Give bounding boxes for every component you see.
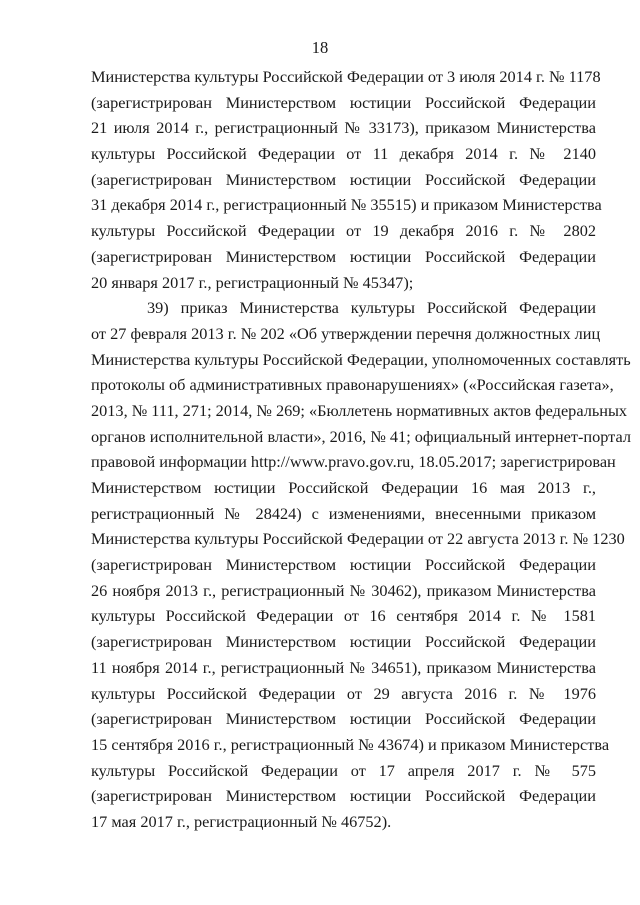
text-line: культуры Российской Федерации от 11 декабря 2014 г. № 2140 xyxy=(91,144,596,164)
paragraph-continuation xyxy=(91,64,602,295)
text-line: 39) приказ Министерства культуры Российской Федерации xyxy=(147,298,596,318)
text-line: 26 ноября 2013 г., регистрационный № 30462), приказом Министерства xyxy=(91,580,596,600)
text-line: (зарегистрирован Министерством юстиции Российской Федерации xyxy=(91,169,596,189)
text-line: Министерства культуры Российской Федерации от 3 июля 2014 г. № 1178 xyxy=(91,67,601,86)
text-line: (зарегистрирован Министерством юстиции Российской Федерации xyxy=(91,92,596,112)
document-body xyxy=(91,64,631,835)
text-line: органов исполнительной власти», 2016, № 41; официальный интернет-портал xyxy=(91,426,631,446)
text-line: Министерства культуры Российской Федерации от 22 августа 2013 г. № 1230 xyxy=(91,529,625,549)
paragraph-item-39 xyxy=(91,295,631,834)
text-line: (зарегистрирован Министерством юстиции Российской Федерации xyxy=(91,555,596,575)
text-line: протоколы об административных правонарушениях» («Российская газета», xyxy=(91,375,614,395)
text-line: 2013, № 111, 271; 2014, № 269; «Бюллетень нормативных актов федеральных xyxy=(91,400,628,420)
text-line: культуры Российской Федерации от 29 августа 2016 г. № 1976 xyxy=(91,683,596,703)
text-line: 17 мая 2017 г., регистрационный № 46752). xyxy=(91,811,392,831)
text-line: (зарегистрирован Министерством юстиции Российской Федерации xyxy=(91,246,596,266)
text-line: регистрационный № 28424) с изменениями, внесенными приказом xyxy=(91,503,596,523)
text-line: от 27 февраля 2013 г. № 202 «Об утверждении перечня должностных лиц xyxy=(91,323,601,343)
text-line: Министерством юстиции Российской Федерации 16 мая 2013 г., xyxy=(91,478,596,497)
text-line: Министерства культуры Российской Федерации, уполномоченных составлять xyxy=(91,349,631,369)
text-line: (зарегистрирован Министерством юстиции Российской Федерации xyxy=(91,632,596,652)
text-line: 21 июля 2014 г., регистрационный № 33173), приказом Министерства xyxy=(91,118,596,138)
text-line: культуры Российской Федерации от 17 апреля 2017 г. № 575 xyxy=(91,760,596,780)
text-line: культуры Российской Федерации от 16 сентября 2014 г. № 1581 xyxy=(91,606,596,626)
text-line: 11 ноября 2014 г., регистрационный № 34651), приказом Министерства xyxy=(91,657,596,677)
text-line: (зарегистрирован Министерством юстиции Российской Федерации xyxy=(91,786,596,806)
text-line: 15 сентября 2016 г., регистрационный № 43674) и приказом Министерства xyxy=(91,734,610,754)
text-line: 20 января 2017 г., регистрационный № 45347); xyxy=(91,272,414,292)
page-number: 18 xyxy=(311,38,329,57)
text-line: культуры Российской Федерации от 19 декабря 2016 г. № 2802 xyxy=(91,221,596,241)
text-line: 31 декабря 2014 г., регистрационный № 35515) и приказом Министерства xyxy=(91,195,602,215)
text-line: (зарегистрирован Министерством юстиции Российской Федерации xyxy=(91,709,596,729)
text-line: правовой информации http://www.pravo.gov.ru, 18.05.2017; зарегистрирован xyxy=(91,452,616,472)
